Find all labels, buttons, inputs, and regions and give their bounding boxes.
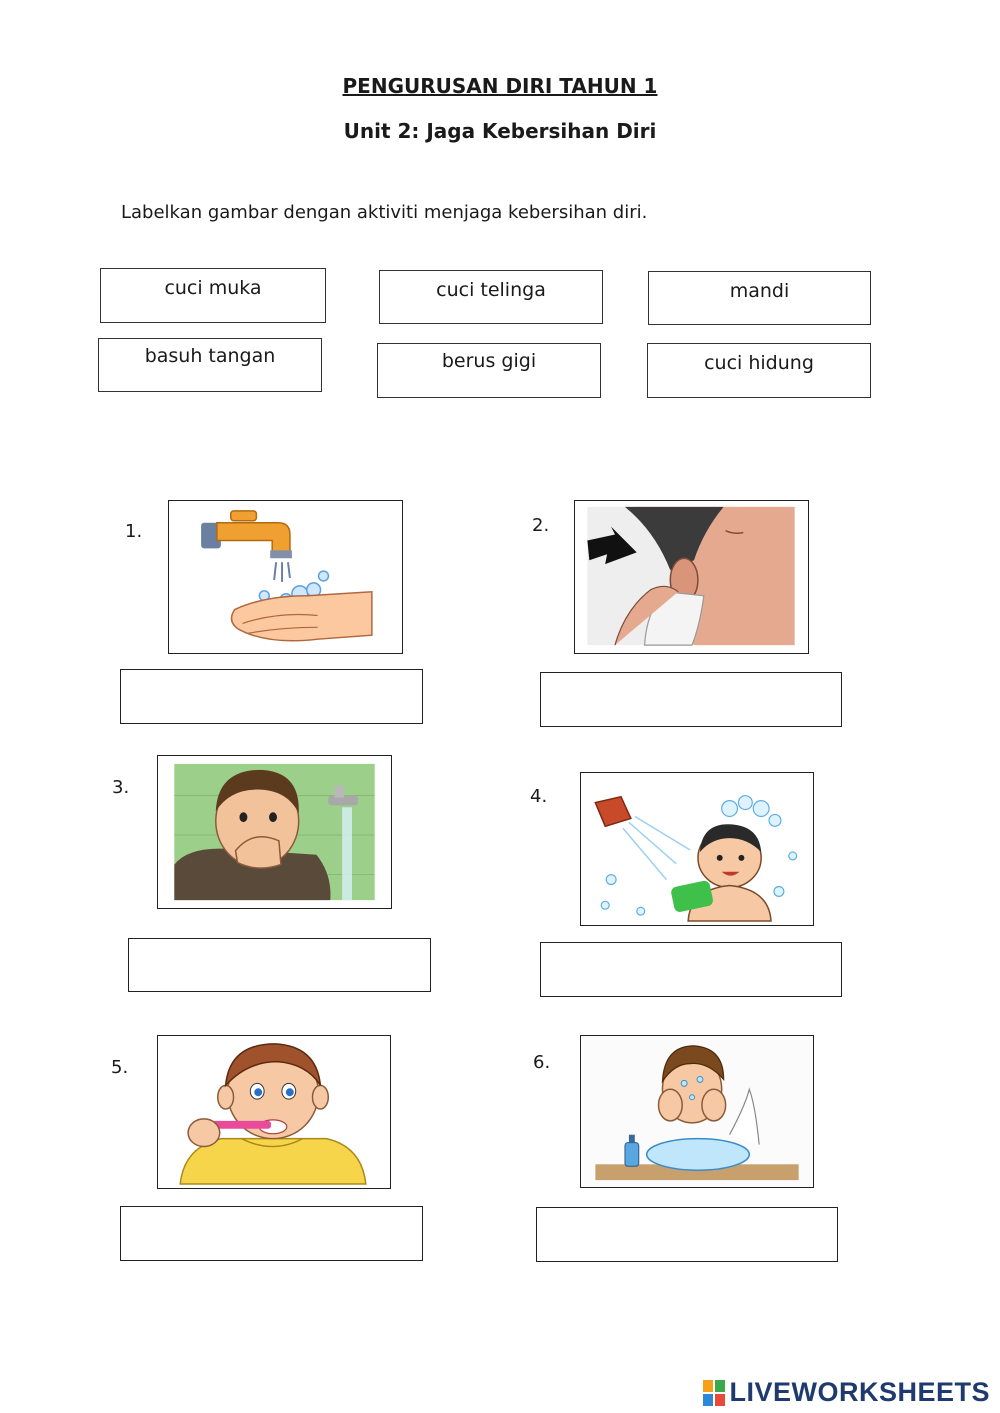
word-bank-item[interactable]: berus gigi [377, 343, 601, 398]
ear-cleaning-icon [575, 501, 808, 653]
picture-frame [157, 755, 392, 909]
item-number: 4. [530, 786, 548, 807]
word-bank-item[interactable]: mandi [648, 271, 871, 325]
item-number: 3. [112, 777, 130, 798]
picture-frame [580, 772, 814, 926]
item-number: 1. [125, 521, 143, 542]
picture-frame [580, 1035, 814, 1188]
answer-input[interactable] [128, 938, 431, 992]
item-number: 2. [532, 515, 550, 536]
face-washing-icon [581, 1036, 813, 1187]
item-number: 5. [111, 1057, 129, 1078]
word-bank-item[interactable]: basuh tangan [98, 338, 322, 392]
worksheet-subtitle: Unit 2: Jaga Kebersihan Diri [343, 119, 657, 143]
word-bank-item[interactable]: cuci hidung [647, 343, 871, 398]
item-number: 6. [533, 1052, 551, 1073]
word-bank-item[interactable]: cuci telinga [379, 270, 603, 324]
picture-frame [157, 1035, 391, 1189]
picture-frame [574, 500, 809, 654]
shower-icon [581, 773, 813, 925]
liveworksheets-logo-icon [703, 1380, 725, 1406]
word-bank-item[interactable]: cuci muka [100, 268, 326, 323]
answer-input[interactable] [536, 1207, 838, 1262]
answer-input[interactable] [540, 942, 842, 997]
nose-washing-icon [158, 756, 391, 908]
answer-input[interactable] [540, 672, 842, 727]
hand-washing-icon [169, 501, 402, 653]
liveworksheets-logo-text: LIVEWORKSHEETS [729, 1377, 990, 1407]
tooth-brushing-icon [158, 1036, 390, 1188]
liveworksheets-logo [703, 1377, 990, 1408]
answer-input[interactable] [120, 669, 423, 724]
instruction-text: Labelkan gambar dengan aktiviti menjaga kebersihan diri. [121, 202, 648, 223]
answer-input[interactable] [120, 1206, 423, 1261]
picture-frame [168, 500, 403, 654]
worksheet-title: PENGURUSAN DIRI TAHUN 1 [342, 74, 658, 98]
